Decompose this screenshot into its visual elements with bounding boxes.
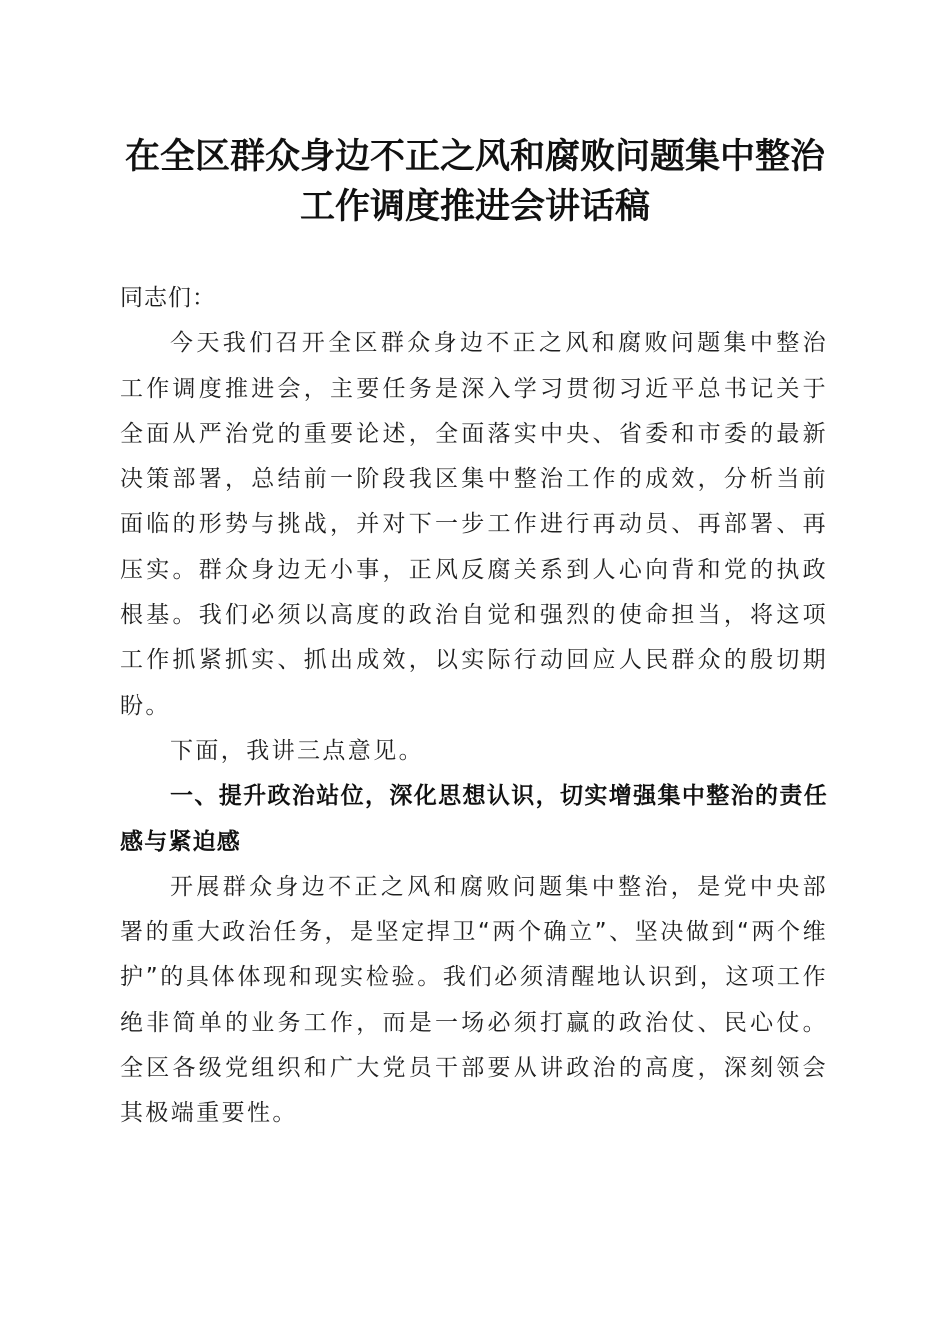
section-one-paragraph: 开展群众身边不正之风和腐败问题集中整治，是党中央部署的重大政治任务，是坚定捍卫“两个确立”、坚决做到“两个维护”的具体体现和现实检验。我们必须清醒地认识到，这项工作绝非简单的业务工作，而是一场必须打赢的政治仗、民心仗。全区各级党组织和广大党员干部要从讲政治的高度，深刻领会其极端重要性。: [120, 873, 828, 1127]
title-line-2: 工作调度推进会讲话稿: [299, 186, 650, 227]
document-title: [100, 132, 850, 232]
document-body: [120, 276, 828, 1137]
title-line-1: 在全区群众身边不正之风和腐败问题集中整治: [124, 136, 825, 177]
opening-paragraph: 今天我们召开全区群众身边不正之风和腐败问题集中整治工作调度推进会，主要任务是深入学习贯彻习近平总书记关于全面从严治党的重要论述，全面落实中央、省委和市委的最新决策部署，总结前一阶段我区集中整治工作的成效，分析当前面临的形势与挑战，并对下一步工作进行再动员、再部署、再压实。群众身边无小事，正风反腐关系到人心向背和党的执政根基。我们必须以高度的政治自觉和强烈的使命担当，将这项工作抓紧抓实、抓出成效，以实际行动回应人民群众的殷切期盼。: [120, 330, 828, 719]
transition-paragraph: 下面，我讲三点意见。: [170, 737, 424, 764]
salutation: 同志们：: [120, 285, 216, 311]
section-one-heading: 一、提升政治站位，深化思想认识，切实增强集中整治的责任感与紧迫感: [120, 783, 828, 855]
